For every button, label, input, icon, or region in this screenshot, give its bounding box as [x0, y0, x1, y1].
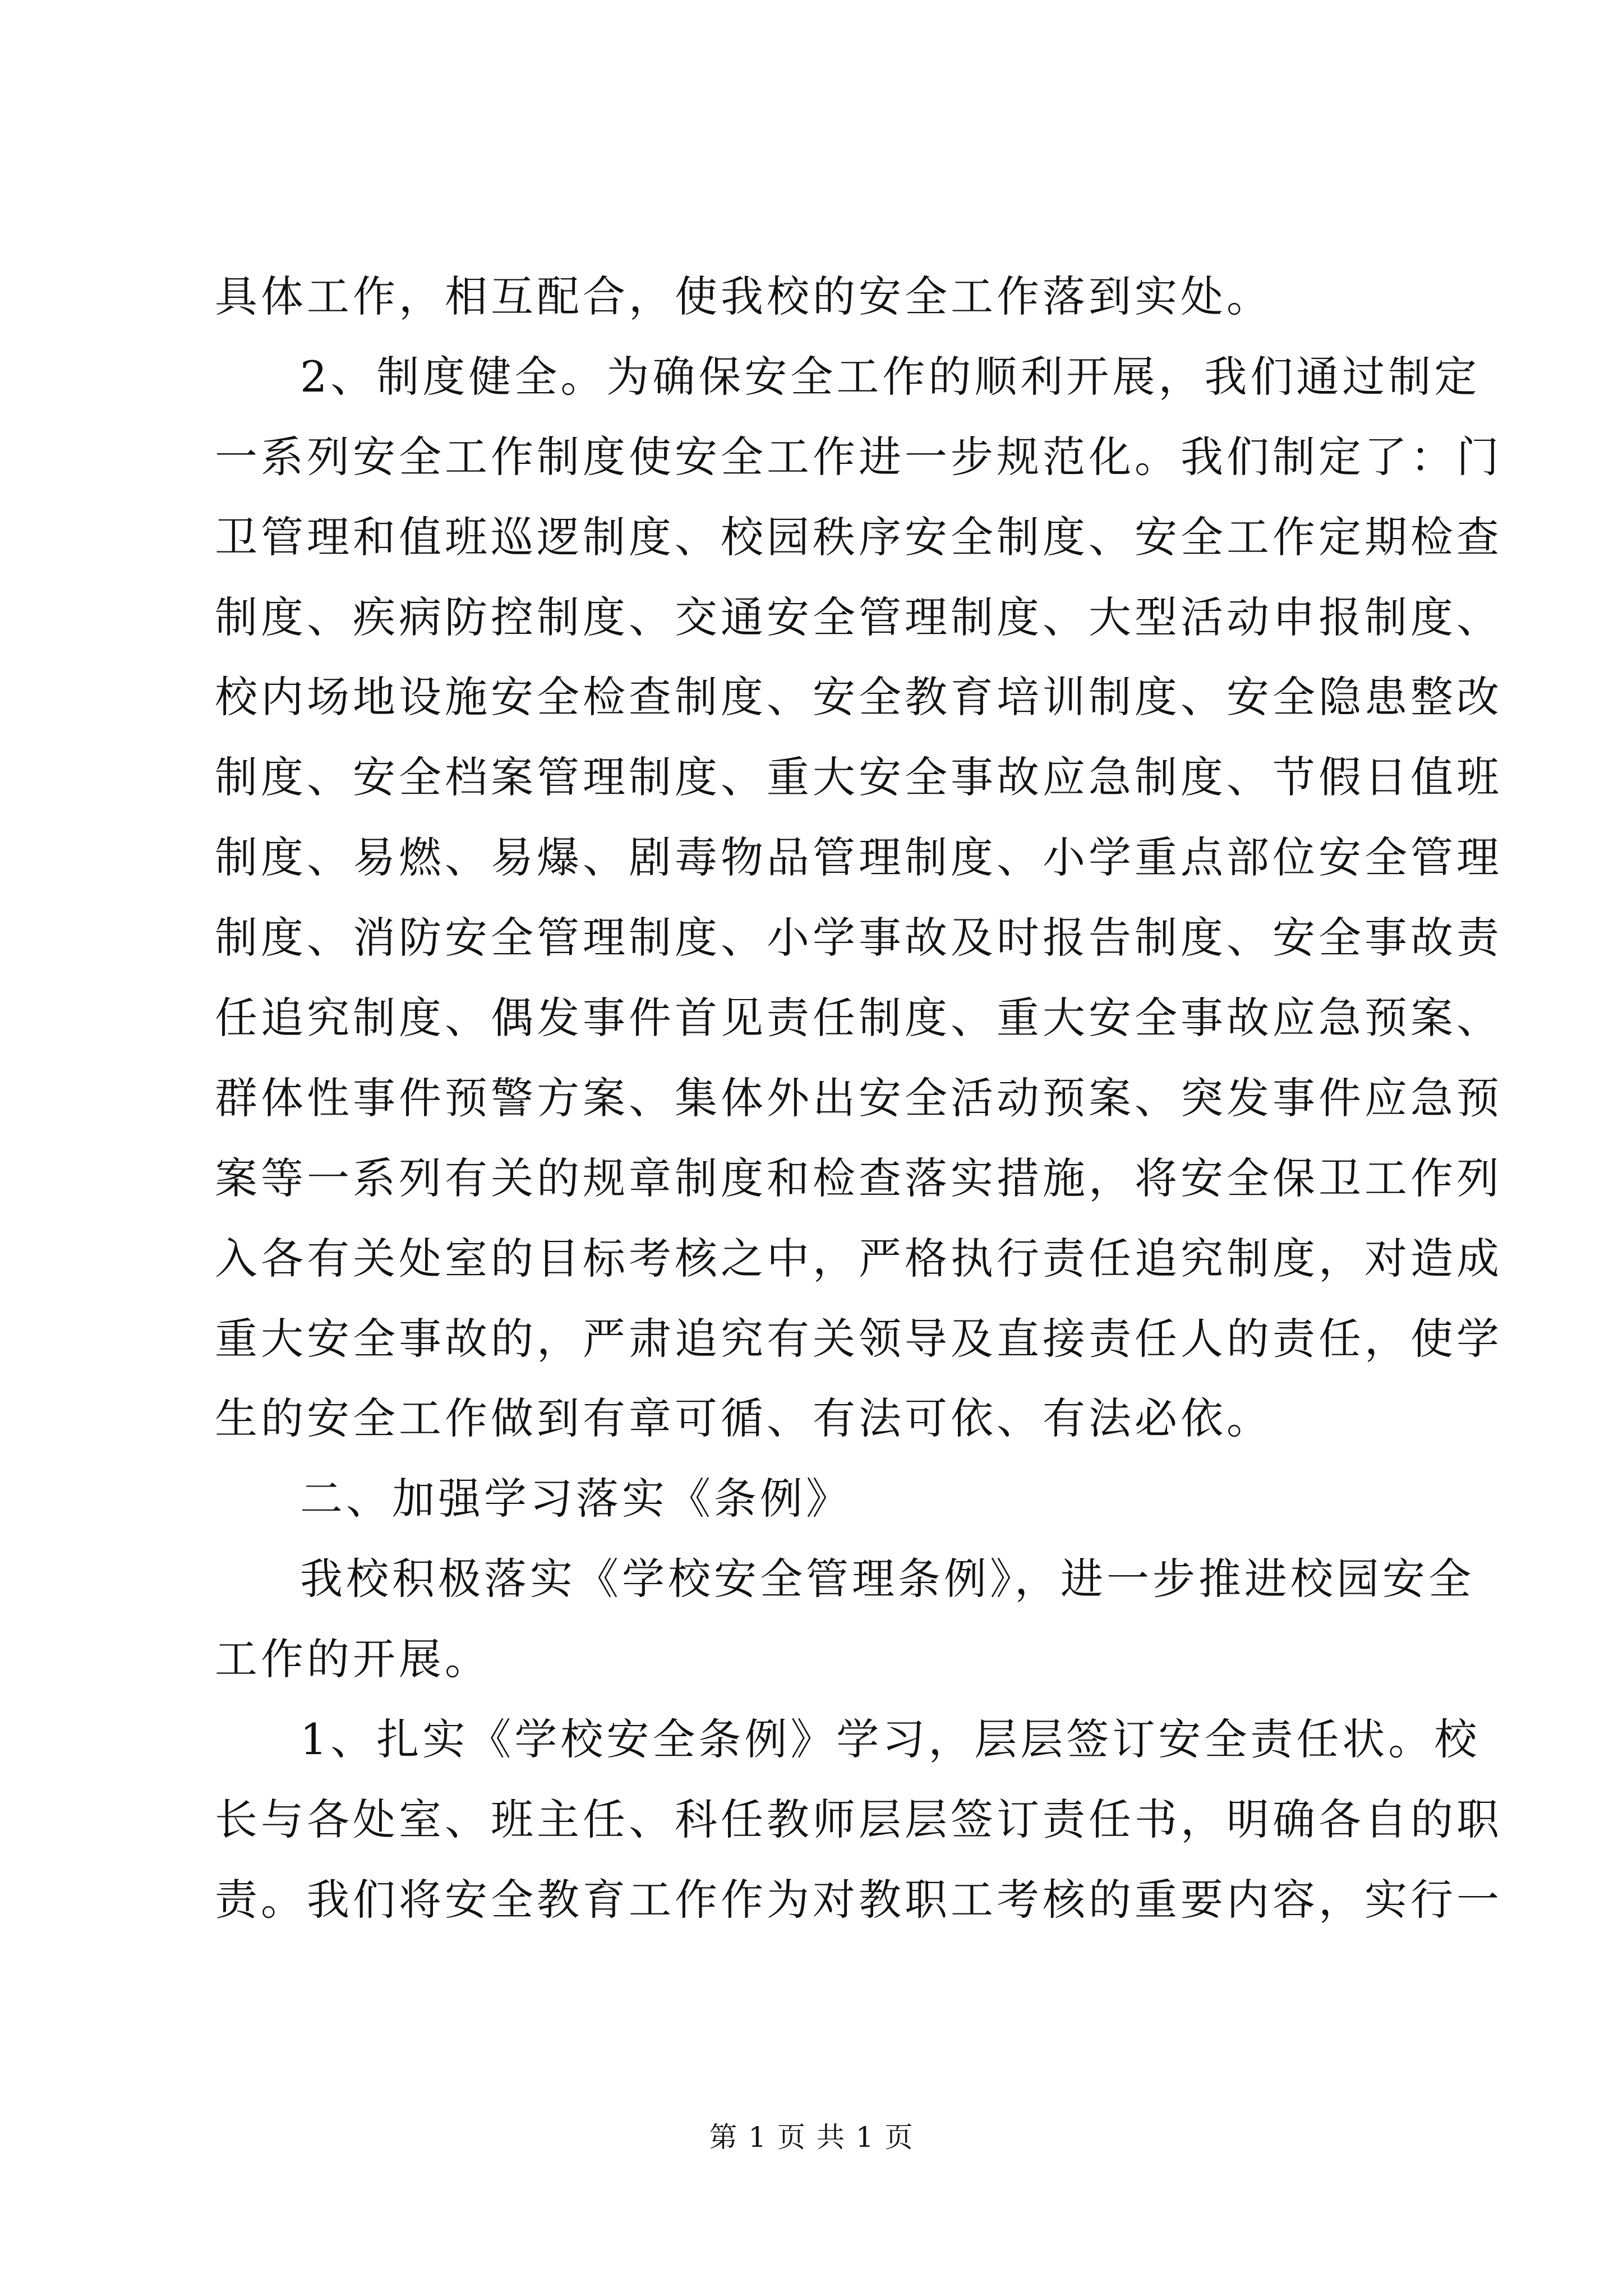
text-line: 任追究制度、偶发事件首见责任制度、重大安全事故应急预案、: [215, 993, 1502, 1043]
text-line: 生的安全工作做到有章可循、有法可依、有法必依。: [215, 1393, 1272, 1444]
text-line: 制度、易燃、易爆、剧毒物品管理制度、小学重点部位安全管理: [215, 832, 1502, 883]
text-line: 责。我们将安全教育工作作为对教职工考核的重要内容，实行一: [215, 1874, 1502, 1925]
text-line: 制度、疾病防控制度、交通安全管理制度、大型活动申报制度、: [215, 592, 1502, 642]
text-line: 群体性事件预警方案、集体外出安全活动预案、突发事件应急预: [215, 1073, 1502, 1123]
text-line: 1、扎实《学校安全条例》学习，层层签订安全责任状。校: [300, 1714, 1481, 1765]
document-body: [215, 257, 1502, 1940]
text-line: 制度、消防安全管理制度、小学事故及时报告制度、安全事故责: [215, 913, 1502, 963]
text-line: 工作的开展。: [215, 1634, 491, 1685]
text-line: 我校积极落实《学校安全管理条例》，进一步推进校园安全: [300, 1554, 1474, 1604]
text-line: 重大安全事故的，严肃追究有关领导及直接责任人的责任，使学: [215, 1313, 1502, 1364]
text-line: 一系列安全工作制度使安全工作进一步规范化。我们制定了：门: [215, 431, 1502, 482]
text-line: 具体工作，相互配合，使我校的安全工作落到实处。: [215, 272, 1272, 321]
page-footer: 第 1 页 共 1 页: [709, 2121, 914, 2154]
text-line: 长与各处室、班主任、科任教师层层签订责任书，明确各自的职: [215, 1794, 1502, 1844]
text-line: 入各有关处室的目标考核之中，严格执行责任追究制度，对造成: [215, 1233, 1502, 1283]
text-line: 案等一系列有关的规章制度和检查落实措施，将安全保卫工作列: [215, 1153, 1502, 1203]
text-line: 二、加强学习落实《条例》: [300, 1474, 852, 1524]
text-line: 卫管理和值班巡逻制度、校园秩序安全制度、安全工作定期检查: [215, 512, 1502, 562]
text-line: 制度、安全档案管理制度、重大安全事故应急制度、节假日值班: [215, 752, 1502, 803]
text-line: 2、制度健全。为确保安全工作的顺利开展，我们通过制定: [300, 351, 1481, 402]
text-line: 校内场地设施安全检查制度、安全教育培训制度、安全隐患整改: [215, 672, 1502, 723]
